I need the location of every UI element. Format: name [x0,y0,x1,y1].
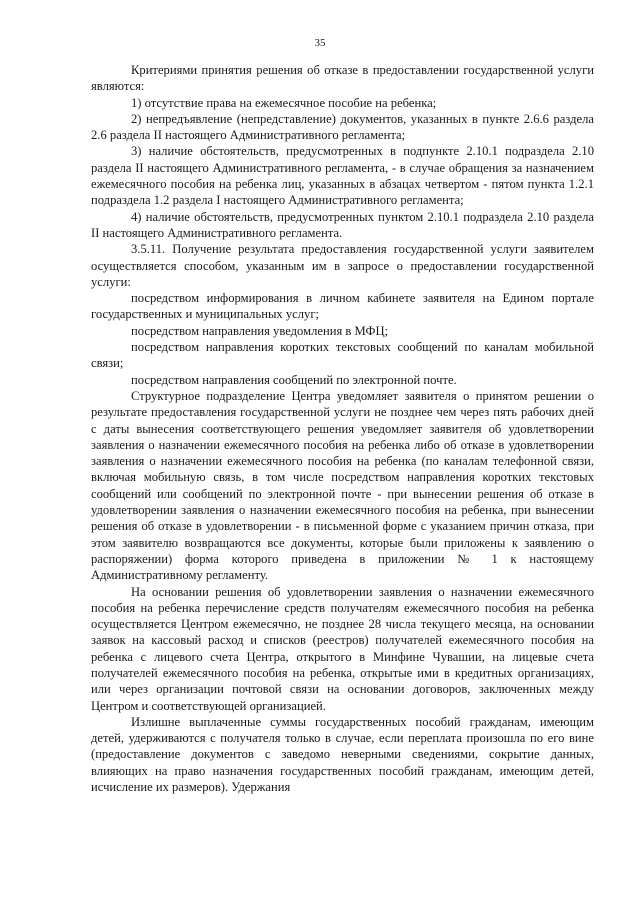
paragraph-method-sms: посредством направления коротких текстовых сообщений по каналам мобильной связи; [91,340,598,371]
paragraph-criterion-3: 3) наличие обстоятельств, предусмотренных в подпункте 2.10.1 подраздела 2.10 раздела II настоящего Административного регламента, - в случае обращения за назначением ежемесячного пособия на ребенка лиц, указанных в абзацах четвертом - пятом пункта 1.2.1 подраздела 1.2 раздела I настоящего Административного регламента; [91,144,598,208]
paragraph-3-5-11: 3.5.11. Получение результата предоставления государственной услуги заявителем осуществляется способом, указанным им в запросе о предоставлении государственной услуги: [91,242,598,289]
paragraph-criterion-2: 2) непредъявление (непредставление) документов, указанных в пункте 2.6.6 раздела 2.6 раздела II настоящего Административного регламента; [91,111,598,143]
paragraph-criterion-1: 1) отсутствие права на ежемесячное пособие на ребенка; [131,95,437,110]
paragraph-payment-transfer: На основании решения об удовлетворении заявления о назначении ежемесячного пособия на ребенка перечисление средств получателям ежемесячного пособия на ребенка осуществляется Центром ежемесячно, не позднее 28 числа текущего месяца, на основании заявок на кассовый расход и списков (реестров) получателей ежемесячного пособия на ребенка с лицевого счета Центра, открытого в Минфине Чувашии, на лицевые счета получателей ежемесячного пособия на ребенка, открытые ими в кредитных организациях, или через организации почтовой связи на основании договоров, заключенных между Центром и соответствующей организацией. [91,584,598,713]
paragraph-method-mfc: посредством направления уведомления в МФЦ; [131,323,389,338]
paragraph-overpayment: Излишне выплаченные суммы государственных пособий гражданам, имеющим детей, удерживаются с получателя только в случае, если переплата произошла по его вине (предоставление документов с заведомо неверными сведениями, сокрытие данных, влияющих на право назначения государственных пособий гражданам, имеющим детей, исчисление их размеров). Удержания [91,714,598,795]
document-body [91,62,598,795]
paragraph-method-portal: посредством информирования в личном кабинете заявителя на Едином портале государственных и муниципальных услуг; [91,291,598,322]
paragraph-notification: Структурное подразделение Центра уведомляет заявителя о принятом решении о результате предоставления государственной услуги не позднее чем через пять рабочих дней с даты вынесения соответствующего решения уведомляет заявителя об удовлетворении заявления о назначении ежемесячного пособия на ребенка либо об отказе в удовлетворении заявления о назначении ежемесячного пособия на ребенка (по каналам телефонной связи, включая мобильную связь, в том числе посредством направления коротких текстовых сообщений или сообщений по электронной почте - при вынесении решения об отказе в удовлетворении заявления о назначении ежемесячного пособия на ребенка, при вынесении решения об отказе в удовлетворении - в письменной форме с указанием причин отказа, при этом заявителю возвращаются все документы, которые были приложены к заявлению о распоряжении) форма которого приведена в приложении № 1 к настоящему Административному регламенту. [91,388,598,583]
paragraph-criterion-4: 4) наличие обстоятельств, предусмотренных пунктом 2.10.1 подраздела 2.10 раздела II настоящего Административного регламента. [91,209,598,240]
page-number: 35 [314,37,326,49]
paragraph-method-email: посредством направления сообщений по электронной почте. [131,372,457,387]
paragraph-criteria-intro: Критериями принятия решения об отказе в предоставлении государственной услуги являются: [91,63,598,94]
